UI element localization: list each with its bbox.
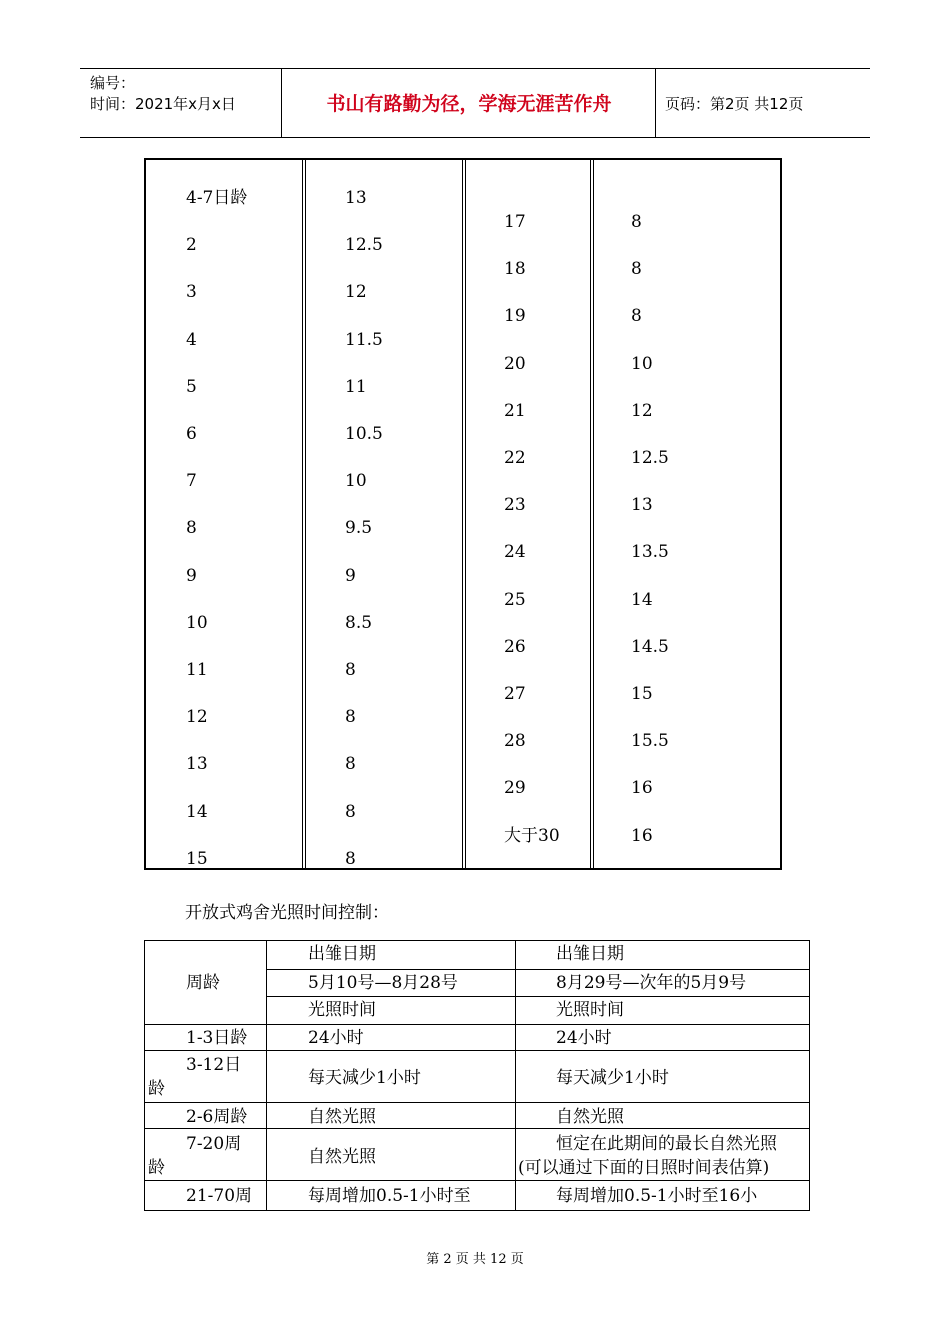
header-divider	[281, 69, 282, 137]
row-value-a: 自然光照	[308, 1147, 376, 1167]
hours-cell: 12	[345, 282, 367, 303]
day-age-cell: 5	[186, 376, 197, 397]
open-house-light-table	[144, 940, 810, 1211]
hours-cell: 12.5	[631, 448, 669, 468]
day-age-cell: 10	[186, 612, 208, 633]
header-motto: 书山有路勤为径，学海无涯苦作舟	[326, 93, 612, 115]
table-line	[144, 940, 145, 1211]
row-value-a: 自然光照	[308, 1107, 376, 1127]
hours-cell: 9.5	[345, 518, 373, 539]
hatch-date-header-b: 出雏日期	[556, 944, 624, 964]
week-age-header: 周龄	[186, 973, 220, 993]
hours-cell: 9	[345, 565, 356, 586]
table-line	[266, 969, 810, 970]
day-age-cell: 19	[504, 306, 526, 327]
header-divider	[655, 69, 656, 137]
day-age-cell: 25	[504, 589, 526, 610]
hours-cell: 16	[631, 825, 653, 846]
light-time-header-b: 光照时间	[556, 1000, 624, 1020]
column-divider	[302, 160, 306, 868]
day-age-cell: 23	[504, 495, 526, 516]
row-week-age: 1-3日龄	[186, 1028, 248, 1048]
hours-cell: 8	[631, 259, 642, 280]
table-line	[144, 1050, 810, 1051]
hours-cell: 8	[345, 707, 356, 728]
header-meta	[90, 73, 236, 115]
day-age-cell: 22	[504, 448, 526, 468]
day-age-cell: 24	[504, 542, 526, 563]
row-value-a: 每周增加0.5-1小时至	[308, 1186, 471, 1206]
page-header	[80, 68, 870, 138]
column-divider	[462, 160, 466, 868]
day-age-cell: 27	[504, 684, 526, 704]
day-age-cell: 2	[186, 235, 197, 256]
hours-cell: 8	[345, 801, 356, 822]
day-age-cell: 4-7日龄	[186, 188, 248, 208]
table-line	[144, 1180, 810, 1181]
row-week-age: 2-6周龄	[186, 1107, 248, 1127]
section-caption: 开放式鸡舍光照时间控制：	[185, 903, 389, 923]
hours-cell: 8	[631, 212, 642, 232]
table-line	[144, 1024, 810, 1025]
table-line	[515, 940, 516, 1211]
row-week-age: 21-70周	[186, 1186, 253, 1206]
day-age-cell: 4	[186, 329, 197, 350]
day-age-cell: 大于30	[504, 825, 560, 846]
day-age-cell: 6	[186, 424, 197, 444]
page-footer: 第 2 页 共 12 页	[426, 1252, 524, 1267]
hours-cell: 13	[345, 188, 367, 208]
row-value-b: 自然光照	[556, 1107, 624, 1127]
hours-cell: 8	[345, 848, 356, 869]
day-age-cell: 11	[186, 660, 208, 680]
day-age-cell: 12	[186, 707, 208, 728]
row-value-a: 24小时	[308, 1028, 364, 1048]
header-page-info: 页码：第2页 共12页	[665, 95, 804, 113]
time-label: 时间：2021年x月x日	[90, 95, 236, 113]
row-value-b: 恒定在此期间的最长自然光照	[556, 1134, 777, 1154]
day-age-cell: 15	[186, 848, 208, 869]
row-week-age-cont: 龄	[148, 1079, 165, 1099]
hours-cell: 10.5	[345, 424, 383, 444]
table-line	[144, 1128, 810, 1129]
hours-cell: 14	[631, 589, 653, 610]
hours-cell: 8	[631, 306, 642, 327]
row-week-age-cont: 龄	[148, 1158, 165, 1178]
hours-cell: 10	[345, 471, 367, 492]
day-age-cell: 9	[186, 565, 197, 586]
day-age-cell: 17	[504, 212, 526, 232]
hours-cell: 15	[631, 684, 653, 704]
hours-cell: 12.5	[345, 235, 383, 256]
light-schedule-table	[144, 158, 782, 870]
day-age-cell: 28	[504, 731, 526, 752]
table-line	[809, 940, 810, 1211]
table-line	[144, 1102, 810, 1103]
row-value-b-note: (可以通过下面的日照时间表估算)	[518, 1158, 770, 1178]
day-age-cell: 3	[186, 282, 197, 303]
table-line	[266, 940, 267, 1211]
light-time-header-a: 光照时间	[308, 1000, 376, 1020]
row-value-b: 24小时	[556, 1028, 612, 1048]
hours-cell: 8.5	[345, 612, 373, 633]
day-age-cell: 18	[504, 259, 526, 280]
day-age-cell: 7	[186, 471, 197, 492]
table-line	[144, 1210, 810, 1211]
day-age-cell: 29	[504, 778, 526, 799]
number-label: 编号：	[90, 74, 136, 92]
hours-cell: 13	[631, 495, 653, 516]
column-divider	[590, 160, 594, 868]
hours-cell: 8	[345, 660, 356, 680]
hours-cell: 10	[631, 353, 653, 374]
hours-cell: 16	[631, 778, 653, 799]
hours-cell: 12	[631, 400, 653, 421]
hours-cell: 11.5	[345, 329, 383, 350]
period-header-a: 5月10号—8月28号	[308, 973, 458, 993]
day-age-cell: 20	[504, 353, 526, 374]
day-age-cell: 13	[186, 754, 208, 775]
hours-cell: 11	[345, 376, 367, 397]
period-header-b: 8月29号—次年的5月9号	[556, 973, 747, 993]
day-age-cell: 8	[186, 518, 197, 539]
row-value-a: 每天减少1小时	[308, 1068, 421, 1088]
hours-cell: 14.5	[631, 636, 669, 657]
hours-cell: 13.5	[631, 542, 669, 563]
day-age-cell: 14	[186, 801, 208, 822]
hatch-date-header-a: 出雏日期	[308, 944, 376, 964]
row-value-b: 每周增加0.5-1小时至16小	[556, 1186, 758, 1206]
row-week-age: 7-20周	[186, 1134, 242, 1154]
row-week-age: 3-12日	[186, 1055, 242, 1075]
day-age-cell: 26	[504, 636, 526, 657]
table-line	[266, 996, 810, 997]
day-age-cell: 21	[504, 400, 526, 421]
hours-cell: 15.5	[631, 731, 669, 752]
hours-cell: 8	[345, 754, 356, 775]
table-line	[144, 940, 810, 941]
row-value-b: 每天减少1小时	[556, 1068, 669, 1088]
